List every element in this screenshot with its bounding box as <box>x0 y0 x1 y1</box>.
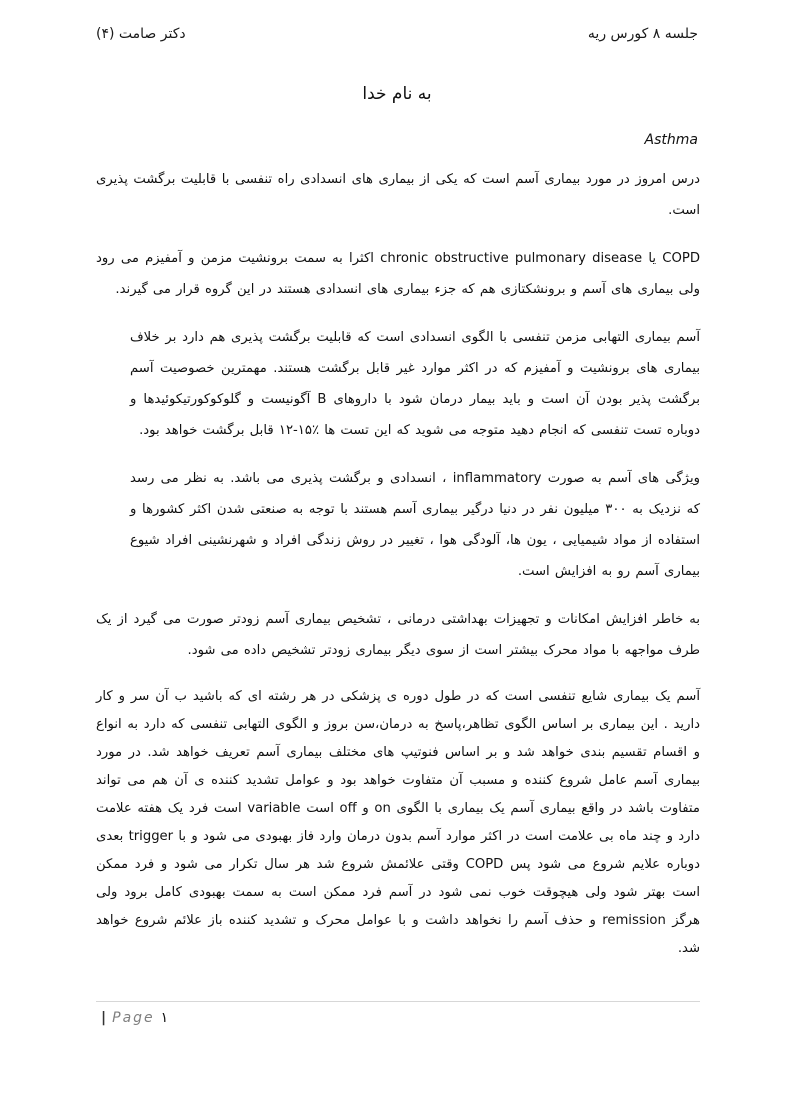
footer-page-label: Page <box>112 1010 155 1026</box>
section-title: Asthma <box>644 132 698 148</box>
paragraph-diagnosis: به خاطر افزایش امکانات و تجهیزات بهداشتی درمانی ، تشخیص بیماری آسم زودتر صورت می گیرد از یک طرف مواجهه با مواد محرک بیشتر است از سوی دیگر بیماری زودتر تشخیص داده می شود. <box>96 612 700 658</box>
footer-divider <box>96 1001 700 1002</box>
paragraph-asthma-features: ویژگی های آسم به صورت inflammatory ، انسدادی و برگشت پذیری می باشد. به نظر می رسد که نزدیک به ۳۰۰ میلیون نفر در دنیا درگیر بیماری آسم هستند با توجه به صنعتی شدن اکثر کشورها و استفاده از مواد شیمیایی ، یون ها، آلودگی هوا ، تغییر در روش زندگی افراد و شهرنشینی افراد شیوع بیماری آسم رو به افزایش است. <box>130 471 700 579</box>
page-footer <box>101 1010 168 1026</box>
header-course-title: جلسه ۸ کورس ریه <box>587 26 698 42</box>
footer-separator: | <box>101 1010 107 1026</box>
paragraph-asthma-definition: آسم بیماری التهابی مزمن تنفسی با الگوی انسدادی است که قابلیت برگشت پذیری هم دارد بر خلاف بیماری های برونشیت و آمفیزم که در اکثر موارد غیر قابل برگشت هستند. مهمترین خصوصیت آسم برگشت پذیر بودن آن است و باید بیمار درمان شود با داروهای B آگونیست و گلوکوکورتیکوئیدها و دوباره تست تنفسی که انجام دهید متوجه می شوید که این تست ها ٪۱۵-۱۲ قابل برگشت خواهد بود. <box>130 330 700 438</box>
paragraph-copd: COPD یا chronic obstructive pulmonary disease اکثرا به سمت برونشیت مزمن و آمفیزم می رود ولی بیماری های آسم و برونشکتازی هم که جزء بیماری های انسدادی هستند در این گروه قرار می گیرند. <box>96 251 700 297</box>
paragraph-intro: درس امروز در مورد بیماری آسم است که یکی از بیماری های انسدادی راه تنفسی با قابلیت برگشت پذیری است. <box>96 172 700 218</box>
footer-page-number: ۱ <box>160 1010 169 1026</box>
paragraph-asthma-patterns: آسم یک بیماری شایع تنفسی است که در طول دوره ی پزشکی در هر رشته ای که باشید ب آن سر و کار دارید . این بیماری بر اساس الگوی تظاهر،پاسخ به درمان،سن بروز و الگوی التهابی تنفسی که دارد به انواع و اقسام تقسیم بندی خواهد شد و بر اساس فنوتیپ های مختلف بیماری آسم تعریف خواهد شد. در مورد بیماری آسم عامل شروع کننده و مسبب آن متفاوت خواهد بود و عوامل تشدید کننده ی آن هم می تواند متفاوت باشد در واقع بیماری آسم یک بیماری با الگوی on و off است variable است فرد یک هفته علامت دارد و چند ماه بی علامت است در اکثر موارد آسم بدون درمان وارد فاز بهبودی می شود و با trigger بعدی دوباره علایم شروع می شود پس COPD وقتی علائمش شروع شد هر سال تکرار می شود و فرد ممکن است بهتر شود ولی هیچوقت خوب نمی شود در آسم فرد ممکن است به سمت بهبودی کامل برود ولی هرگز remission و حذف آسم را نخواهد داشت و با عوامل محرک و تشدید کننده باز علائم شروع خواهد شد. <box>96 689 700 956</box>
document-body <box>96 164 700 980</box>
header-lecturer: دکتر صامت (۴) <box>96 26 186 42</box>
page-title: به نام خدا <box>362 84 432 104</box>
